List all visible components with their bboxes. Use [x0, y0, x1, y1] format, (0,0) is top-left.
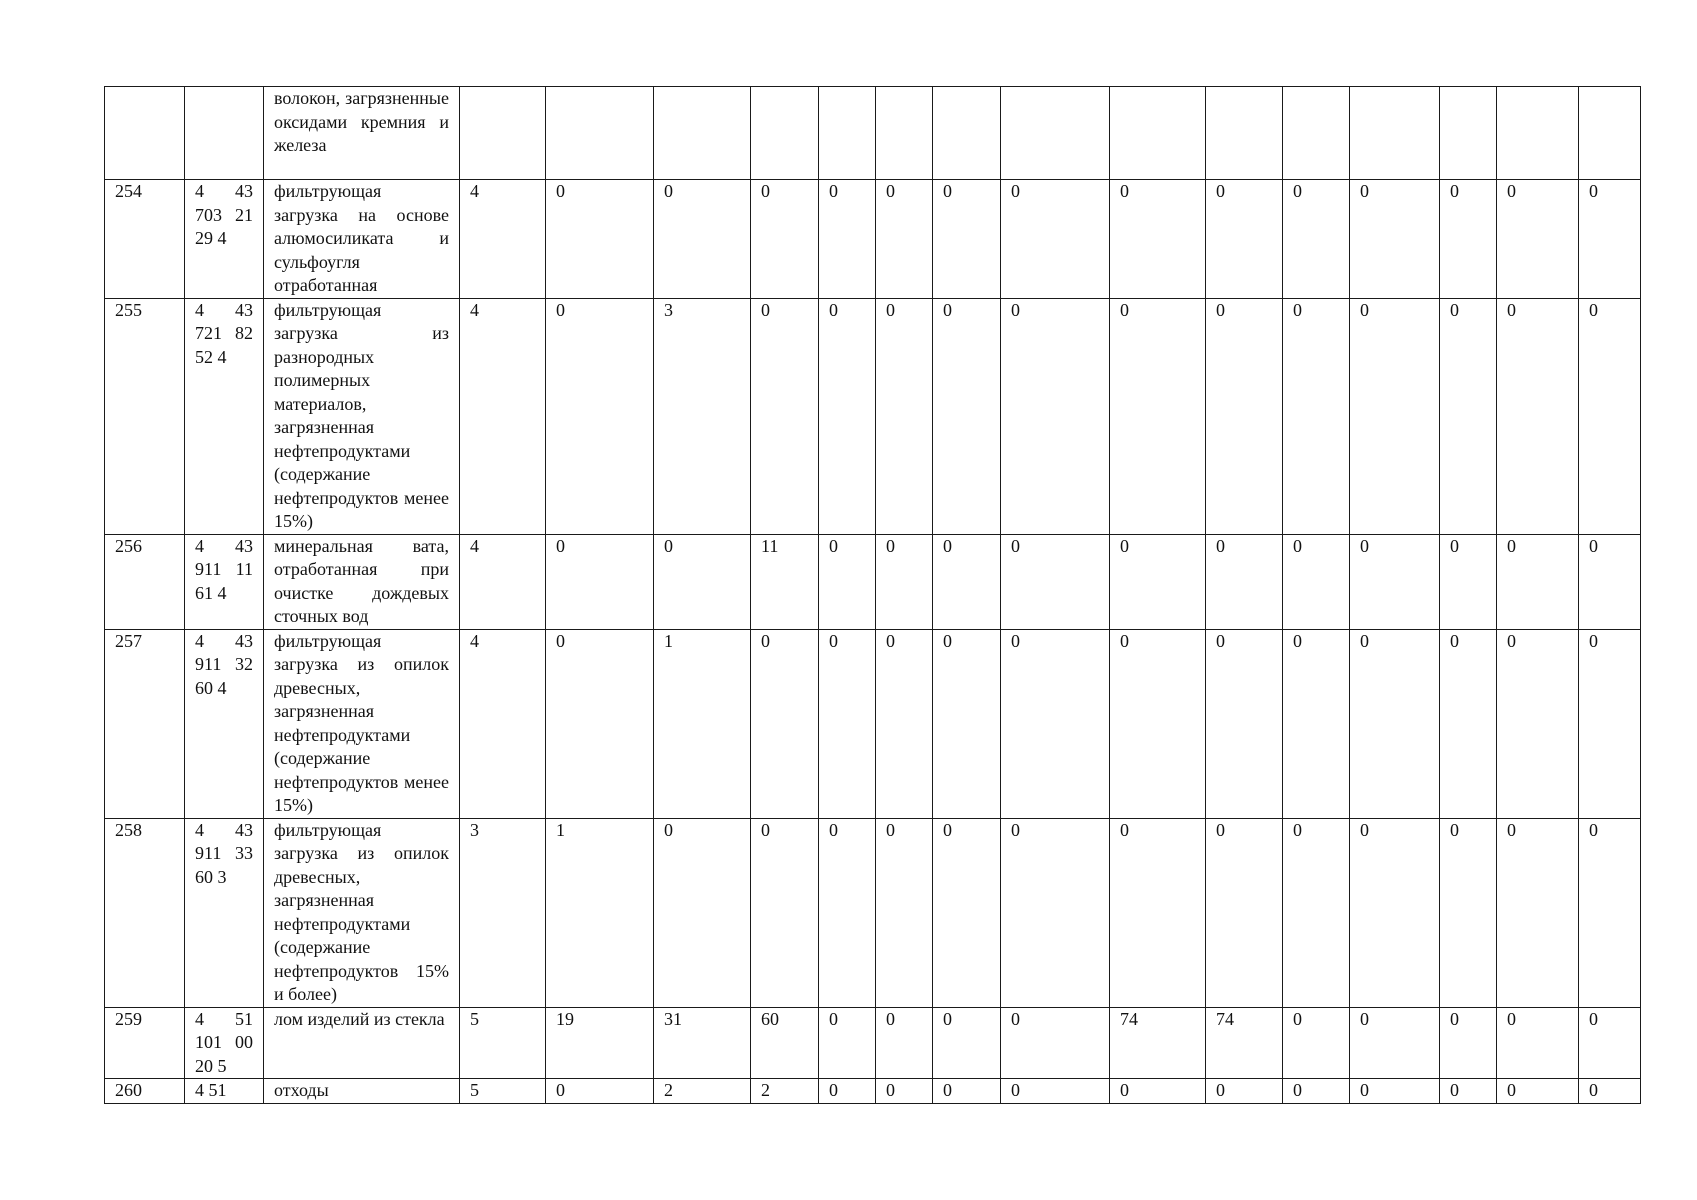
- value-cell: 0: [751, 180, 819, 299]
- value-cell: 31: [654, 1007, 751, 1079]
- value-cell: 2: [654, 1079, 751, 1104]
- value-cell: 0: [751, 298, 819, 534]
- row-number-cell: 260: [105, 1079, 185, 1104]
- value-cell: 0: [1350, 818, 1440, 1007]
- waste-code-cell: [185, 87, 264, 180]
- waste-name-cell: фильтрующая загрузка из разнородных полимерных материалов, загрязненная нефтепродуктами (содержание нефтепродуктов менее 15%): [264, 298, 460, 534]
- value-cell: 0: [1440, 298, 1497, 534]
- value-cell: 1: [654, 629, 751, 818]
- value-cell: 0: [1001, 534, 1110, 629]
- value-cell: 0: [876, 180, 933, 299]
- waste-name-cell: волокон, загрязненные оксидами кремния и железа: [264, 87, 460, 180]
- value-cell: 0: [1579, 534, 1641, 629]
- value-cell: [1110, 87, 1206, 180]
- table-row: [105, 629, 1641, 818]
- value-cell: 0: [1206, 629, 1283, 818]
- value-cell: 0: [1579, 298, 1641, 534]
- value-cell: 0: [819, 629, 876, 818]
- value-cell: 0: [1497, 818, 1579, 1007]
- table-row: [105, 87, 1641, 180]
- value-cell: 0: [1497, 534, 1579, 629]
- value-cell: 0: [1350, 298, 1440, 534]
- value-cell: 1: [546, 818, 654, 1007]
- value-cell: [1001, 87, 1110, 180]
- value-cell: 0: [933, 298, 1001, 534]
- waste-code-cell: 4 51: [185, 1079, 264, 1104]
- value-cell: 0: [1440, 534, 1497, 629]
- value-cell: 19: [546, 1007, 654, 1079]
- value-cell: 0: [1283, 1007, 1350, 1079]
- value-cell: 2: [751, 1079, 819, 1104]
- value-cell: 0: [819, 1007, 876, 1079]
- value-cell: [1283, 87, 1350, 180]
- value-cell: 0: [933, 534, 1001, 629]
- value-cell: [933, 87, 1001, 180]
- value-cell: 0: [1350, 1079, 1440, 1104]
- value-cell: 0: [933, 1079, 1001, 1104]
- value-cell: 0: [819, 534, 876, 629]
- value-cell: 0: [546, 629, 654, 818]
- value-cell: 0: [654, 818, 751, 1007]
- waste-data-table: [104, 86, 1641, 1104]
- table-row: [105, 1079, 1641, 1104]
- value-cell: 4: [460, 629, 546, 818]
- row-number-cell: 258: [105, 818, 185, 1007]
- value-cell: 0: [876, 818, 933, 1007]
- value-cell: 0: [1283, 629, 1350, 818]
- value-cell: 0: [1206, 1079, 1283, 1104]
- value-cell: 0: [1110, 298, 1206, 534]
- value-cell: 0: [1110, 1079, 1206, 1104]
- value-cell: 0: [819, 1079, 876, 1104]
- value-cell: 0: [546, 1079, 654, 1104]
- value-cell: 0: [1001, 629, 1110, 818]
- value-cell: 0: [1001, 1007, 1110, 1079]
- table-row: [105, 818, 1641, 1007]
- value-cell: 0: [1110, 534, 1206, 629]
- value-cell: 0: [1283, 298, 1350, 534]
- value-cell: 0: [751, 629, 819, 818]
- value-cell: 0: [1206, 298, 1283, 534]
- value-cell: 0: [933, 180, 1001, 299]
- value-cell: 0: [1497, 1079, 1579, 1104]
- value-cell: 0: [819, 298, 876, 534]
- waste-name-cell: лом изделий из стекла: [264, 1007, 460, 1079]
- value-cell: 0: [1350, 1007, 1440, 1079]
- value-cell: 0: [876, 534, 933, 629]
- value-cell: 0: [1579, 1079, 1641, 1104]
- value-cell: 0: [876, 1007, 933, 1079]
- value-cell: 0: [1497, 180, 1579, 299]
- value-cell: [751, 87, 819, 180]
- waste-code-cell: 4 43 911 11 61 4: [185, 534, 264, 629]
- row-number-cell: 254: [105, 180, 185, 299]
- value-cell: 0: [1206, 534, 1283, 629]
- waste-name-cell: фильтрующая загрузка из опилок древесных, загрязненная нефтепродуктами (содержание нефтепродуктов 15% и более): [264, 818, 460, 1007]
- row-number-cell: 256: [105, 534, 185, 629]
- value-cell: 0: [1001, 1079, 1110, 1104]
- value-cell: 11: [751, 534, 819, 629]
- value-cell: 0: [876, 298, 933, 534]
- waste-name-cell: фильтрующая загрузка из опилок древесных, загрязненная нефтепродуктами (содержание нефтепродуктов менее 15%): [264, 629, 460, 818]
- value-cell: [460, 87, 546, 180]
- value-cell: [1497, 87, 1579, 180]
- value-cell: 0: [654, 534, 751, 629]
- table-row: [105, 180, 1641, 299]
- value-cell: 0: [933, 818, 1001, 1007]
- value-cell: 0: [1440, 818, 1497, 1007]
- value-cell: 0: [876, 629, 933, 818]
- value-cell: 0: [1579, 1007, 1641, 1079]
- value-cell: 0: [1440, 1007, 1497, 1079]
- value-cell: [1206, 87, 1283, 180]
- value-cell: 0: [1350, 629, 1440, 818]
- waste-code-cell: 4 43 911 32 60 4: [185, 629, 264, 818]
- value-cell: 0: [1283, 180, 1350, 299]
- value-cell: 0: [1350, 534, 1440, 629]
- value-cell: 0: [1283, 1079, 1350, 1104]
- value-cell: [546, 87, 654, 180]
- value-cell: 0: [1579, 629, 1641, 818]
- value-cell: 0: [1001, 180, 1110, 299]
- value-cell: 4: [460, 180, 546, 299]
- table-body: [105, 87, 1641, 1104]
- value-cell: 0: [1283, 818, 1350, 1007]
- value-cell: 74: [1206, 1007, 1283, 1079]
- value-cell: 5: [460, 1007, 546, 1079]
- value-cell: 0: [1110, 180, 1206, 299]
- table-row: [105, 534, 1641, 629]
- value-cell: 74: [1110, 1007, 1206, 1079]
- value-cell: 0: [1497, 629, 1579, 818]
- table-row: [105, 1007, 1641, 1079]
- value-cell: 0: [1206, 180, 1283, 299]
- value-cell: [1579, 87, 1641, 180]
- value-cell: 3: [460, 818, 546, 1007]
- value-cell: 0: [546, 534, 654, 629]
- value-cell: 4: [460, 298, 546, 534]
- value-cell: 0: [819, 818, 876, 1007]
- value-cell: 0: [1497, 298, 1579, 534]
- waste-name-cell: отходы: [264, 1079, 460, 1104]
- value-cell: 0: [1440, 180, 1497, 299]
- value-cell: 0: [1579, 180, 1641, 299]
- value-cell: 4: [460, 534, 546, 629]
- row-number-cell: 255: [105, 298, 185, 534]
- value-cell: 5: [460, 1079, 546, 1104]
- value-cell: 0: [1001, 818, 1110, 1007]
- value-cell: 3: [654, 298, 751, 534]
- waste-code-cell: 4 51 101 00 20 5: [185, 1007, 264, 1079]
- waste-code-cell: 4 43 911 33 60 3: [185, 818, 264, 1007]
- waste-code-cell: 4 43 703 21 29 4: [185, 180, 264, 299]
- value-cell: 0: [1497, 1007, 1579, 1079]
- row-number-cell: [105, 87, 185, 180]
- value-cell: 0: [546, 180, 654, 299]
- value-cell: 0: [1110, 818, 1206, 1007]
- table-row: [105, 298, 1641, 534]
- value-cell: 0: [1579, 818, 1641, 1007]
- value-cell: 0: [1283, 534, 1350, 629]
- value-cell: [819, 87, 876, 180]
- value-cell: [1350, 87, 1440, 180]
- value-cell: [654, 87, 751, 180]
- waste-name-cell: минеральная вата, отработанная при очистке дождевых сточных вод: [264, 534, 460, 629]
- value-cell: 0: [654, 180, 751, 299]
- value-cell: 0: [1110, 629, 1206, 818]
- value-cell: [1440, 87, 1497, 180]
- value-cell: 0: [933, 1007, 1001, 1079]
- value-cell: 0: [1001, 298, 1110, 534]
- value-cell: [876, 87, 933, 180]
- waste-name-cell: фильтрующая загрузка на основе алюмосиликата и сульфоугля отработанная: [264, 180, 460, 299]
- value-cell: 60: [751, 1007, 819, 1079]
- waste-code-cell: 4 43 721 82 52 4: [185, 298, 264, 534]
- value-cell: 0: [1440, 629, 1497, 818]
- value-cell: 0: [1440, 1079, 1497, 1104]
- row-number-cell: 259: [105, 1007, 185, 1079]
- value-cell: 0: [751, 818, 819, 1007]
- value-cell: 0: [819, 180, 876, 299]
- value-cell: 0: [1350, 180, 1440, 299]
- value-cell: 0: [1206, 818, 1283, 1007]
- row-number-cell: 257: [105, 629, 185, 818]
- value-cell: 0: [876, 1079, 933, 1104]
- value-cell: 0: [546, 298, 654, 534]
- value-cell: 0: [933, 629, 1001, 818]
